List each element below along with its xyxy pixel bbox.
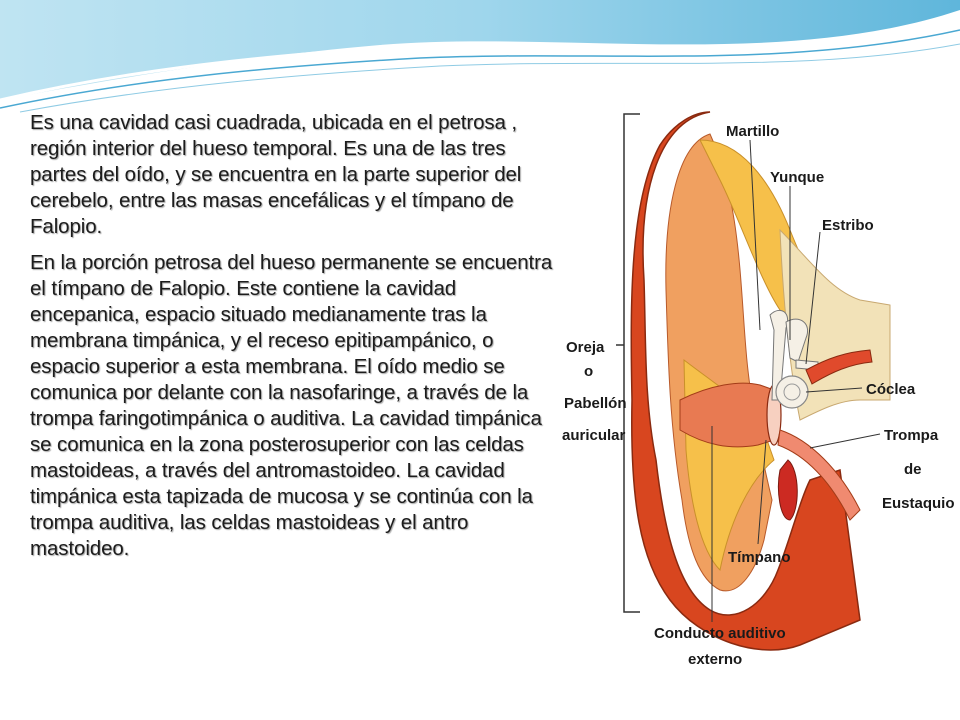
- cochlea: [776, 376, 808, 408]
- label-estribo: Estribo: [822, 217, 874, 234]
- body-text: [30, 110, 565, 572]
- label-oreja-1: Oreja: [566, 339, 605, 356]
- label-oreja-4: auricular: [562, 427, 626, 444]
- earlobe: [778, 460, 797, 520]
- paragraph-1: Es una cavidad casi cuadrada, ubicada en el petrosa , región interior del hueso temporal. Es una de las tres partes del oído, y se encuentra en la parte superior del cerebelo, entre las masas encefálicas y el tímpano de Falopio.: [30, 111, 522, 238]
- label-oreja-3: Pabellón: [564, 395, 627, 412]
- label-conducto-1: Conducto auditivo: [654, 625, 786, 642]
- label-coclea: Cóclea: [866, 381, 916, 398]
- wave-fill: [0, 0, 960, 100]
- label-conducto-2: externo: [688, 651, 743, 668]
- label-trompa-2: de: [904, 461, 922, 478]
- label-oreja-2: o: [584, 363, 594, 380]
- leader-trompa: [810, 434, 880, 448]
- paragraph-2: En la porción petrosa del hueso permanente se encuentra el tímpano de Falopio. Este contiene la cavidad encepanica, espacio situado medianamente tras la membrana timpánica, y el receso epitipampánico, o espacio superior a esta membrana. El oído medio se comunica por delante con la nasofaringe, a través de la trompa faringotimpánica o auditiva. La cavidad timpánica se comunica en la zona posterosuperior con las celdas mastoideas, a través del antromastoideo. La cavidad timpánica esta tapizada de mucosa y se continúa con la trompa auditiva, las celdas mastoideas y el antro mastoideo.: [30, 251, 553, 560]
- label-timpano: Tímpano: [728, 549, 791, 566]
- label-yunque: Yunque: [770, 169, 825, 186]
- label-trompa-3: Eustaquio: [882, 495, 955, 512]
- label-martillo: Martillo: [726, 123, 780, 140]
- ear-anatomy-figure: [560, 100, 960, 680]
- label-trompa-1: Trompa: [884, 427, 939, 444]
